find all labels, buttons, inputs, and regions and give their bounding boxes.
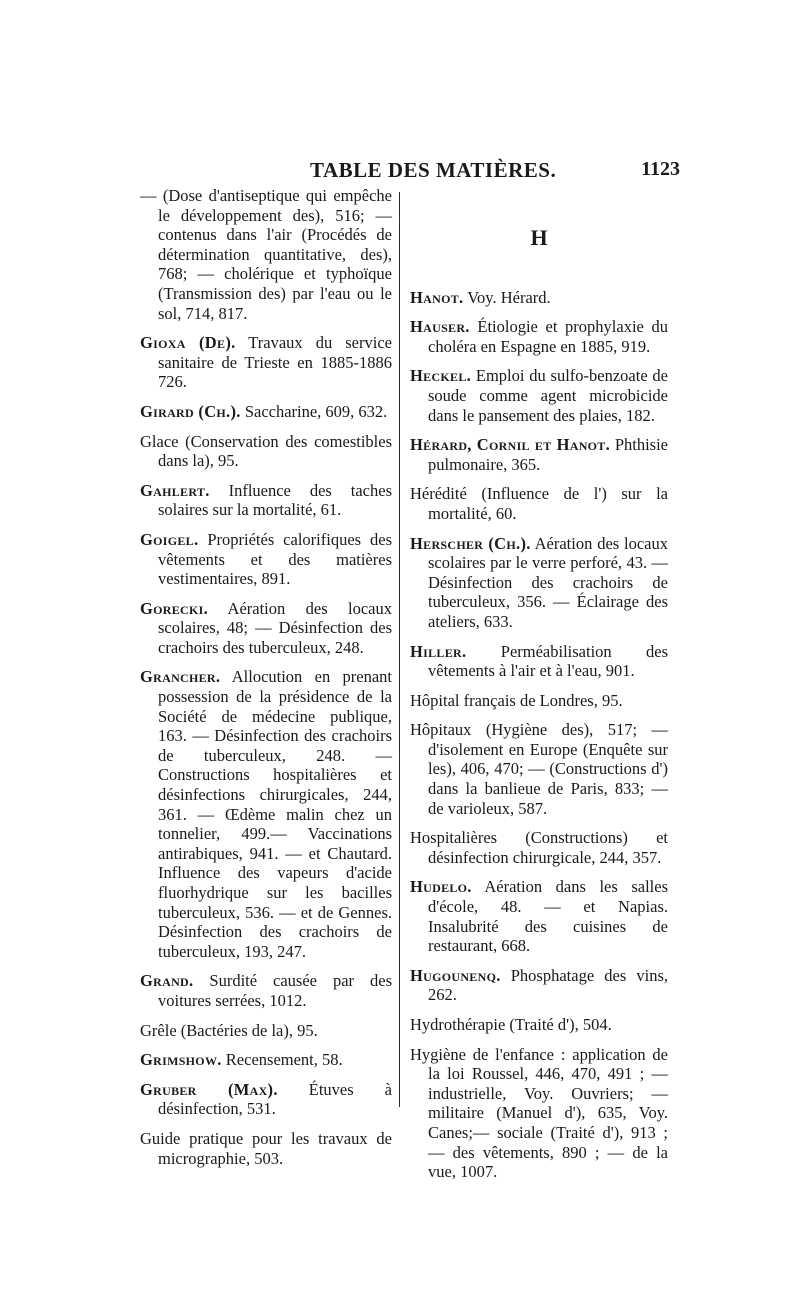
entry-text: Hospitalières (Constructions) et désinfection chirurgicale, 244, 357. [410,828,668,867]
entry-text: — (Dose d'antiseptique qui empêche le développement des), 516; — contenus dans l'air (Procédés de détermination quantitative, des), 768; — cholérique et typhoïque (Transmission des) par l'eau ou le sol, 714, 817. [140,186,392,323]
index-entry [140,333,392,392]
entry-headword: Heckel. [410,366,472,386]
entry-headword: Grancher. [140,667,221,687]
index-entry [410,828,668,867]
entry-text: Perméabilisation des vêtements à l'air et à l'eau, 901. [428,641,668,681]
running-head [140,158,680,188]
page-number: 1123 [641,158,680,180]
entry-text: Travaux du service sanitaire de Trieste en 1885-1886 726. [158,333,392,392]
index-entry [140,1129,392,1168]
entry-text: Phthisie pulmonaire, 365. [428,435,668,474]
column-divider [399,192,400,1107]
entry-headword: Girard (Ch.). [140,401,241,421]
index-entry [410,534,668,632]
index-entry [410,288,668,308]
entry-text: Aération des locaux scolaires, 48; — Désinfection des crachoirs des tuberculeux, 248. [158,598,393,657]
section-letter: H [530,225,548,250]
entry-text: Aération dans les salles d'école, 48. — et Napias. Insalubrité des cuisines de restaurant, 668. [428,877,668,956]
entry-text: Propriétés calorifiques des vêtements et des matières vestimentaires, 891. [158,529,392,589]
entry-headword: Hérard, Cornil et Hanot. [410,435,611,455]
index-entry [140,971,392,1010]
index-entry [140,402,392,422]
index-entry [140,186,392,323]
index-entry [140,530,392,589]
entry-headword: Hugounenq. [410,965,501,985]
entry-headword: Hanot. [410,287,464,307]
index-entry [140,1080,392,1119]
index-entry [410,691,668,711]
entry-text: Hôpital français de Londres, 95. [410,690,623,710]
index-entry [140,1021,392,1041]
entry-text: Aération des locaux scolaires par le verre perforé, 43. — Désinfection des crachoirs de tuberculeux, 356. — Éclairage des ateliers, 633. [428,533,669,631]
entry-headword: Hudelo. [410,877,472,897]
entry-headword: Grimshow. [140,1050,222,1070]
entry-text: Étiologie et prophylaxie du choléra en Espagne en 1885, 919. [428,317,668,356]
index-entry [410,484,668,523]
right-entries [410,288,668,1182]
index-entry [410,1045,668,1182]
entry-text: Hérédité (Influence de l') sur la mortalité, 60. [410,484,668,523]
entry-text: Influence des taches solaires sur la mortalité, 61. [158,480,392,520]
entry-text: Surdité causée par des voitures serrées, 1012. [158,971,392,1010]
index-entry [140,432,392,471]
left-column [140,186,392,1178]
entry-text: Emploi du sulfo-benzoate de soude comme agent microbicide dans le pansement des plaies, 182. [428,366,669,425]
entry-headword: Grand. [140,971,194,991]
index-entry [410,366,668,425]
index-entry [140,599,392,658]
entry-headword: Hauser. [410,317,470,337]
entry-text: Voy. Hérard. [467,287,551,307]
entry-text: Saccharine, 609, 632. [244,401,388,421]
index-entry [410,877,668,955]
index-entry [410,1015,668,1035]
entry-headword: Gorecki. [140,598,209,618]
right-column [410,186,668,1192]
entry-text: Allocution en prenant possession de la présidence de la Société de médecine publique, 163. — Désinfection des crachoirs de tuberculeux, 248. — Constructions hospitalières et désinfections chirurgicales, 244, 361. — Œdème malin chez un tonnelier, 499.— Vaccinations antirabiques, 941. — et Chautard. Influence des vapeurs d'acide fluorhydrique sur les bacilles tuberculeux, 536. — et de Gennes. Désinfection des crachoirs de tuberculeux, 193, 247. [158,667,392,961]
entry-text: Glace (Conservation des comestibles dans la), 95. [140,431,392,471]
entry-text: Phosphatage des vins, 262. [428,965,668,1005]
index-entry [410,435,668,474]
entry-text: Étuves à désinfection, 531. [158,1079,392,1119]
index-entry [140,1050,392,1070]
entry-headword: Hiller. [410,641,467,661]
index-entry [410,720,668,818]
entry-text: Hygiène de l'enfance : application de la loi Roussel, 446, 470, 491 ; — industrielle, Voy. Ouvriers; — militaire (Manuel d'), 635, Voy. Canes;— sociale (Traité d'), 913 ; — des vêtements, 890 ; — de la vue, 1007. [410,1044,668,1182]
entry-headword: Gahlert. [140,480,210,500]
entry-text: Recensement, 58. [225,1050,343,1070]
entry-headword: Gioxa (De). [140,333,236,353]
index-entry [410,966,668,1005]
entry-headword: Gruber (Max). [140,1079,278,1099]
entry-headword: Herscher (Ch.). [410,533,531,553]
index-entry [140,667,392,961]
entry-text: Grêle (Bactéries de la), 95. [140,1020,318,1040]
index-entry [410,317,668,356]
entry-text: Guide pratique pour les travaux de micrographie, 503. [140,1128,392,1168]
entry-text: Hôpitaux (Hygiène des), 517; — d'isolement en Europe (Enquête sur les), 406, 470; — (Constructions d') dans la banlieue de Paris, 833; — de varioleux, 587. [410,720,668,818]
index-entry [140,481,392,520]
index-entry [410,642,668,681]
page-title: TABLE DES MATIÈRES. [310,158,557,182]
entry-text: Hydrothérapie (Traité d'), 504. [410,1015,612,1034]
entry-headword: Goigel. [140,529,199,549]
